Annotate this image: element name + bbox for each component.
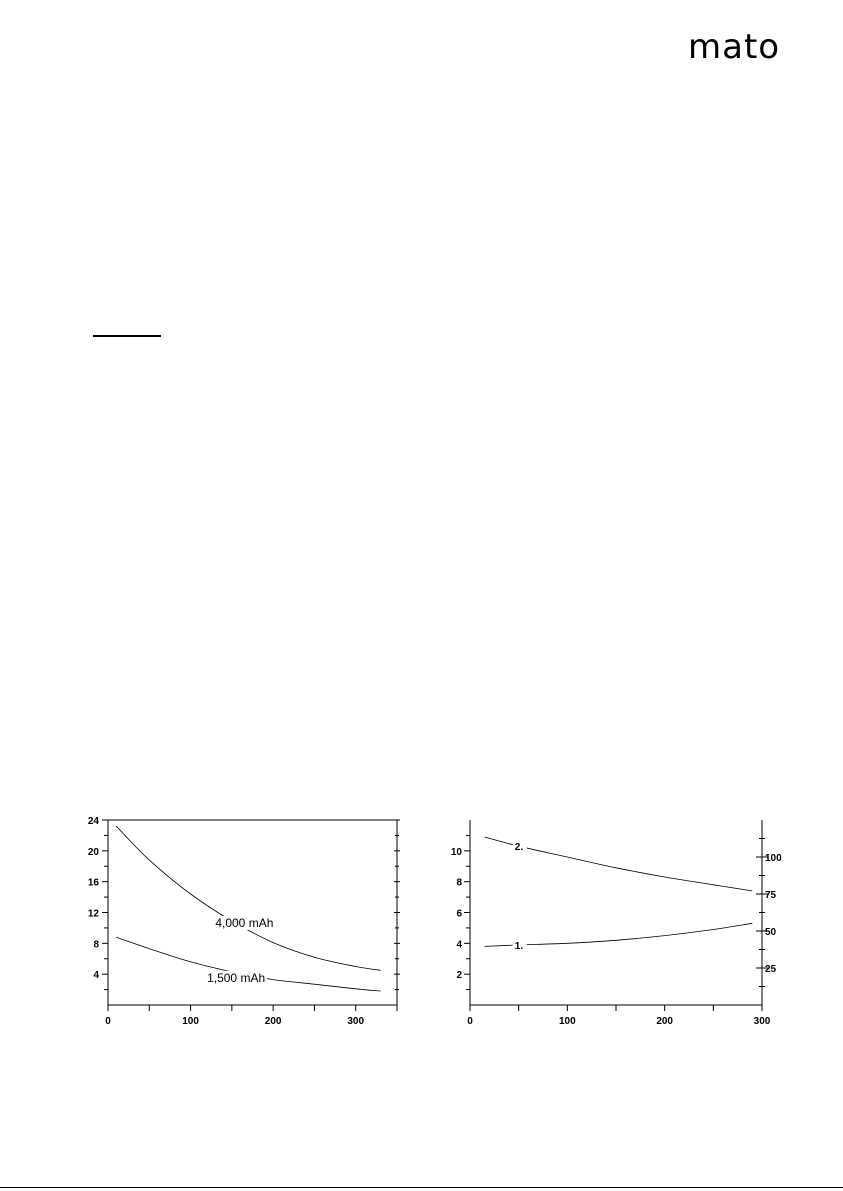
chart-2-ytick-label: 2 (456, 970, 462, 982)
chart-2-y2tick-label: 100 (765, 853, 782, 864)
chart-2-series-label: 1. (514, 940, 524, 952)
chart-1-ytick-label: 20 (87, 846, 99, 858)
chart-1-series-label: 1,500 mAh (207, 970, 266, 985)
chart-1-ytick-label: 8 (93, 939, 99, 951)
chart-2-xtick-label: 100 (558, 1016, 576, 1027)
chart-2-ytick-label: 4 (456, 939, 462, 951)
chart-1-ytick-label: 4 (93, 970, 99, 982)
chart-2-ytick-label: 6 (456, 908, 462, 920)
chart-1 (88, 816, 400, 1027)
chart-1-series-label: 4,000 mAh (215, 915, 274, 930)
chart-2-xtick-label: 300 (753, 1016, 771, 1027)
chart-1-xtick-label: 0 (105, 1016, 111, 1027)
chart-2 (451, 820, 782, 1027)
chart-1-xtick-label: 300 (347, 1016, 365, 1027)
chart-1-xtick-label: 200 (264, 1016, 282, 1027)
chart-2-ytick-label: 10 (450, 846, 462, 858)
chart-2-xtick-label: 200 (656, 1016, 674, 1027)
chart-2-xtick-label: 0 (467, 1016, 473, 1027)
brand-logo: mato (688, 27, 781, 67)
chart-1-ytick-label: 16 (87, 877, 99, 889)
chart-1-ytick-label: 24 (87, 816, 99, 827)
chart-1-xtick-label: 100 (182, 1016, 199, 1027)
chart-2-y2tick-label: 25 (765, 964, 777, 975)
chart-2-y2tick-label: 50 (765, 927, 777, 938)
chart-2-series-label: 2. (514, 842, 524, 854)
chart-2-ytick-label: 8 (456, 877, 462, 889)
chart-1-series-line (116, 826, 380, 970)
chart-2-y2tick-label: 75 (765, 890, 777, 901)
chart-1-ytick-label: 12 (87, 908, 99, 920)
